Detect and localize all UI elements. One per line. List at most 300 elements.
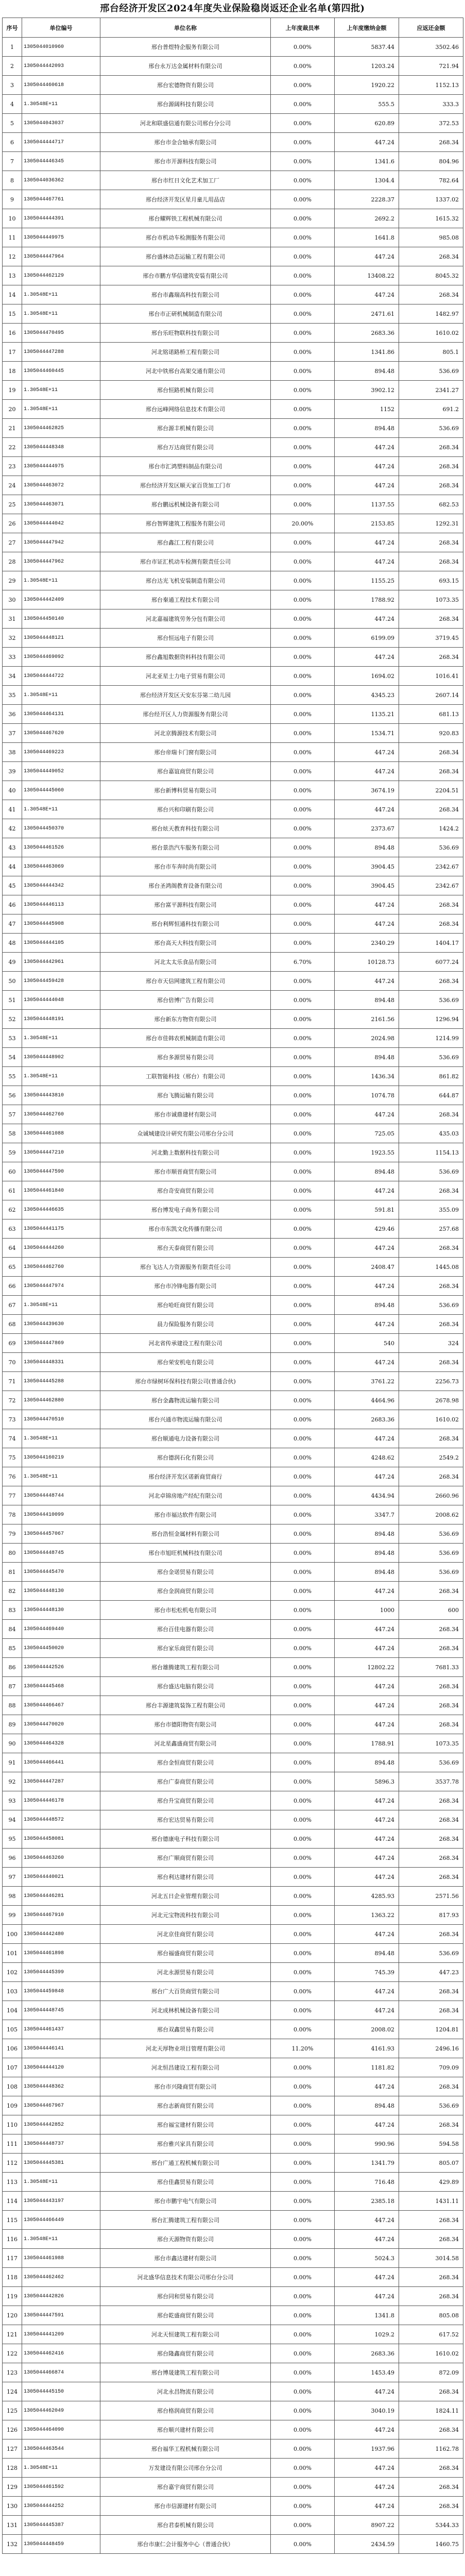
row-unit-name: 邢台市冷锋电器有限公司 — [100, 1277, 271, 1296]
row-layoff-rate: 0.00% — [271, 1658, 335, 1677]
row-unit-id: 1305044459848 — [22, 1982, 100, 2001]
table-row — [3, 1124, 463, 1143]
table-row — [3, 1925, 463, 1944]
row-layoff-rate: 0.00% — [271, 1582, 335, 1601]
row-unit-name: 邢台盛达电脑有限公司 — [100, 1677, 271, 1696]
row-unit-name: 邢台丰源建筑装饰工程有限公司 — [100, 1696, 271, 1715]
row-refund-amount: 268.34 — [399, 2211, 463, 2230]
row-refund-amount: 2678.98 — [399, 1391, 463, 1410]
row-unit-name: 邢台浩恒金属材料有限公司 — [100, 1524, 271, 1544]
row-refund-amount: 268.34 — [399, 762, 463, 781]
table-row — [3, 590, 463, 609]
table-row — [3, 476, 463, 495]
row-unit-name: 邢台鑫江工程有限公司 — [100, 533, 271, 552]
row-paid-amount: 447.24 — [335, 1715, 399, 1734]
row-unit-id: 1305044446113 — [22, 895, 100, 914]
table-row — [3, 762, 463, 781]
table-row — [3, 1010, 463, 1029]
row-unit-id: 1.30548E+11 — [22, 1029, 100, 1048]
row-seq: 128 — [3, 2459, 22, 2478]
row-layoff-rate: 0.00% — [271, 1829, 335, 1849]
row-unit-name: 河北太太乐食品有限公司 — [100, 953, 271, 972]
row-refund-amount: 268.34 — [399, 552, 463, 571]
row-unit-id: 1305044458081 — [22, 1829, 100, 1849]
row-unit-id: 1.30548E+11 — [22, 686, 100, 705]
row-layoff-rate: 0.00% — [271, 1715, 335, 1734]
table-row — [3, 1868, 463, 1887]
table-row — [3, 667, 463, 686]
row-unit-name: 邢台飞腾运输有限公司 — [100, 1086, 271, 1105]
row-paid-amount: 2408.47 — [335, 1258, 399, 1277]
row-seq: 76 — [3, 1467, 22, 1486]
row-unit-name: 河北盛华信息技术有限公司邢台分公司 — [100, 2268, 271, 2287]
row-seq: 63 — [3, 1219, 22, 1239]
row-unit-id: 1305044447964 — [22, 247, 100, 266]
row-unit-id: 1305044445399 — [22, 1963, 100, 1982]
row-paid-amount: 5024.3 — [335, 2249, 399, 2268]
row-layoff-rate: 0.00% — [271, 1296, 335, 1315]
page-title: 邢台经济开发区2024年度失业保险稳岗返还企业名单(第四批) — [100, 3, 365, 14]
row-unit-id: 1305044447591 — [22, 2306, 100, 2325]
row-seq: 51 — [3, 991, 22, 1010]
table-row — [3, 2382, 463, 2401]
table-row — [3, 1887, 463, 1906]
table-row — [3, 1982, 463, 2001]
row-refund-amount: 2342.67 — [399, 876, 463, 895]
row-refund-amount: 1445.08 — [399, 1258, 463, 1277]
row-seq: 82 — [3, 1582, 22, 1601]
row-refund-amount: 268.34 — [399, 1982, 463, 2001]
row-paid-amount: 2340.29 — [335, 934, 399, 953]
row-paid-amount: 1788.91 — [335, 1734, 399, 1753]
row-layoff-rate: 0.00% — [271, 1448, 335, 1467]
row-unit-name: 邢台市顺晋商贸有限公司 — [100, 1162, 271, 1181]
row-layoff-rate: 0.00% — [271, 1810, 335, 1829]
row-seq: 129 — [3, 2478, 22, 2497]
row-unit-name: 河北中铁邢台高架交通有限公司 — [100, 362, 271, 381]
row-seq: 77 — [3, 1486, 22, 1505]
row-unit-id: 1305044445908 — [22, 914, 100, 934]
table-row — [3, 2001, 463, 2020]
row-refund-amount: 268.34 — [399, 2077, 463, 2096]
row-unit-name: 邢台市福达软件有限公司 — [100, 1505, 271, 1524]
row-unit-name: 邢台鑫旭数据资料科技有限公司 — [100, 648, 271, 667]
row-seq: 58 — [3, 1124, 22, 1143]
row-paid-amount: 447.24 — [335, 914, 399, 934]
row-seq: 36 — [3, 705, 22, 724]
row-unit-name: 邢台市正研机械制造有限公司 — [100, 304, 271, 324]
header-paid-amount: 上年度缴纳金额 — [335, 18, 399, 38]
table-row — [3, 1963, 463, 1982]
table-row — [3, 381, 463, 400]
row-layoff-rate: 0.00% — [271, 762, 335, 781]
row-unit-id: 1305044462880 — [22, 1391, 100, 1410]
row-layoff-rate: 0.00% — [271, 1524, 335, 1544]
row-unit-name: 河北星鑫盛商贸有限公司 — [100, 1734, 271, 1753]
table-row — [3, 228, 463, 247]
row-seq: 131 — [3, 2516, 22, 2535]
row-paid-amount: 447.24 — [335, 648, 399, 667]
row-paid-amount: 894.48 — [335, 838, 399, 857]
row-layoff-rate: 0.00% — [271, 2268, 335, 2287]
row-unit-id: 1305044446345 — [22, 152, 100, 171]
row-unit-id: 1305044457067 — [22, 1524, 100, 1544]
row-unit-id: 1.30548E+11 — [22, 400, 100, 419]
row-unit-id: 1305044460445 — [22, 362, 100, 381]
row-unit-id: 1305044443197 — [22, 2192, 100, 2211]
row-layoff-rate: 0.00% — [271, 381, 335, 400]
row-seq: 55 — [3, 1067, 22, 1086]
row-paid-amount: 447.24 — [335, 609, 399, 629]
row-unit-name: 邢台双鑫贸易有限公司 — [100, 2020, 271, 2039]
row-unit-id: 1305044445387 — [22, 2516, 100, 2535]
row-paid-amount: 447.24 — [335, 1925, 399, 1944]
row-refund-amount: 721.94 — [399, 57, 463, 76]
row-unit-id: 1305044445470 — [22, 1563, 100, 1582]
row-paid-amount: 1788.92 — [335, 590, 399, 609]
row-unit-id: 1305044461526 — [22, 838, 100, 857]
row-unit-id: 1305044466441 — [22, 1753, 100, 1772]
row-refund-amount: 268.34 — [399, 1467, 463, 1486]
row-layoff-rate: 0.00% — [271, 1772, 335, 1791]
row-unit-name: 邢台市鑫瑞高科技有限公司 — [100, 285, 271, 304]
row-layoff-rate: 0.00% — [271, 1544, 335, 1563]
table-row — [3, 2535, 463, 2554]
row-unit-name: 邢台兴通市物流运输有限公司 — [100, 1410, 271, 1429]
table-row — [3, 1696, 463, 1715]
row-layoff-rate: 0.00% — [271, 914, 335, 934]
table-row — [3, 953, 463, 972]
row-paid-amount: 1436.34 — [335, 1067, 399, 1086]
row-layoff-rate: 0.00% — [271, 152, 335, 171]
row-seq: 62 — [3, 1200, 22, 1219]
row-refund-amount: 805.07 — [399, 2154, 463, 2173]
row-layoff-rate: 0.00% — [271, 419, 335, 438]
row-seq: 15 — [3, 304, 22, 324]
row-unit-id: 1305044467620 — [22, 724, 100, 743]
row-unit-id: 1305044442852 — [22, 2115, 100, 2134]
row-refund-amount: 268.34 — [399, 2001, 463, 2020]
row-refund-amount: 2660.96 — [399, 1486, 463, 1505]
row-unit-name: 邢台盛林动态运输工程有限公司 — [100, 247, 271, 266]
row-unit-id: 1305044439630 — [22, 1315, 100, 1334]
row-paid-amount: 4434.94 — [335, 1486, 399, 1505]
row-unit-id: 1.30548E+11 — [22, 571, 100, 590]
row-unit-name: 邢台利辉恒通科技有限公司 — [100, 914, 271, 934]
row-unit-id: 1305044443810 — [22, 1086, 100, 1105]
row-unit-name: 邢台家乐商贸有限公司 — [100, 1639, 271, 1658]
table-row — [3, 1334, 463, 1353]
row-seq: 11 — [3, 228, 22, 247]
table-row — [3, 2096, 463, 2115]
row-refund-amount: 268.34 — [399, 895, 463, 914]
row-refund-amount: 6077.24 — [399, 953, 463, 972]
row-paid-amount: 894.48 — [335, 2096, 399, 2115]
row-unit-id: 1305044469092 — [22, 648, 100, 667]
row-refund-amount: 268.34 — [399, 1582, 463, 1601]
row-refund-amount: 7681.33 — [399, 1658, 463, 1677]
row-unit-name: 邢台富平源科技有限公司 — [100, 895, 271, 914]
table-row — [3, 2077, 463, 2096]
row-paid-amount: 1341.86 — [335, 343, 399, 362]
table-row — [3, 438, 463, 457]
table-row — [3, 895, 463, 914]
row-seq: 35 — [3, 686, 22, 705]
row-refund-amount: 268.34 — [399, 1810, 463, 1829]
row-refund-amount: 268.34 — [399, 457, 463, 476]
row-refund-amount: 429.89 — [399, 2173, 463, 2192]
row-paid-amount: 5837.44 — [335, 38, 399, 57]
row-layoff-rate: 0.00% — [271, 667, 335, 686]
row-paid-amount: 447.24 — [335, 2268, 399, 2287]
row-unit-id: 1305044470020 — [22, 1715, 100, 1734]
table-row — [3, 705, 463, 724]
table-row — [3, 876, 463, 895]
row-layoff-rate: 0.00% — [271, 1429, 335, 1448]
row-unit-id: 1305044462416 — [22, 2344, 100, 2363]
row-unit-name: 邢台耀辉铁工程机械有限公司 — [100, 209, 271, 228]
row-seq: 74 — [3, 1429, 22, 1448]
table-row — [3, 1467, 463, 1486]
row-unit-id: 1305044466467 — [22, 1696, 100, 1715]
row-seq: 115 — [3, 2211, 22, 2230]
table-row — [3, 991, 463, 1010]
row-refund-amount: 3719.45 — [399, 629, 463, 648]
table-row — [3, 2401, 463, 2420]
row-paid-amount: 745.39 — [335, 1963, 399, 1982]
row-layoff-rate: 0.00% — [271, 571, 335, 590]
table-row — [3, 1601, 463, 1620]
row-layoff-rate: 6.70% — [271, 953, 335, 972]
row-layoff-rate: 0.00% — [271, 1639, 335, 1658]
row-paid-amount: 2153.85 — [335, 514, 399, 533]
row-seq: 18 — [3, 362, 22, 381]
row-layoff-rate: 0.00% — [271, 2020, 335, 2039]
row-paid-amount: 10128.73 — [335, 953, 399, 972]
row-refund-amount: 268.34 — [399, 1429, 463, 1448]
row-unit-id: 1305044462825 — [22, 419, 100, 438]
row-unit-name: 邢台雅兴家具有限公司 — [100, 2134, 271, 2154]
row-unit-id: 1305044442526 — [22, 1658, 100, 1677]
row-paid-amount: 447.24 — [335, 800, 399, 819]
row-refund-amount: 693.15 — [399, 571, 463, 590]
row-unit-id: 1305044442093 — [22, 57, 100, 76]
table-row — [3, 1315, 463, 1334]
row-unit-name: 邢台顺通电力设备有限公司 — [100, 1429, 271, 1448]
row-seq: 109 — [3, 2096, 22, 2115]
row-refund-amount: 268.34 — [399, 1696, 463, 1715]
row-paid-amount: 447.24 — [335, 1868, 399, 1887]
row-seq: 48 — [3, 934, 22, 953]
row-unit-id: 1305044440021 — [22, 1868, 100, 1887]
table-row — [3, 1772, 463, 1791]
row-unit-id: 1305044444975 — [22, 457, 100, 476]
row-unit-id: 1.30548E+11 — [22, 2230, 100, 2249]
table-row — [3, 2459, 463, 2478]
row-layoff-rate: 0.00% — [271, 304, 335, 324]
row-seq: 83 — [3, 1601, 22, 1620]
row-refund-amount: 2256.73 — [399, 1372, 463, 1391]
row-refund-amount: 268.34 — [399, 914, 463, 934]
row-refund-amount: 682.53 — [399, 495, 463, 514]
row-paid-amount: 12802.22 — [335, 1658, 399, 1677]
table-row — [3, 1849, 463, 1868]
row-layoff-rate: 0.00% — [271, 991, 335, 1010]
row-unit-name: 邢台市兴隆商贸有限公司 — [100, 2077, 271, 2096]
row-seq: 19 — [3, 381, 22, 400]
row-unit-id: 1305044448348 — [22, 438, 100, 457]
row-unit-id: 1305044463544 — [22, 2439, 100, 2459]
row-paid-amount: 1923.55 — [335, 1143, 399, 1162]
row-unit-name: 邢台经济开发区天安东芬第二幼儿园 — [100, 686, 271, 705]
row-seq: 4 — [3, 95, 22, 114]
table-row — [3, 1734, 463, 1753]
table-row — [3, 57, 463, 76]
row-unit-name: 邢台市松松机电有限公司 — [100, 1601, 271, 1620]
row-seq: 94 — [3, 1810, 22, 1829]
table-row — [3, 1181, 463, 1200]
row-refund-amount: 3537.78 — [399, 1772, 463, 1791]
row-seq: 80 — [3, 1544, 22, 1563]
row-unit-id: 1305044444717 — [22, 133, 100, 152]
row-paid-amount: 2434.59 — [335, 2535, 399, 2554]
row-layoff-rate: 11.20% — [271, 2039, 335, 2058]
row-layoff-rate: 0.00% — [271, 1753, 335, 1772]
row-unit-name: 邢台格润商贸有限公司 — [100, 2401, 271, 2420]
row-refund-amount: 268.34 — [399, 1353, 463, 1372]
table-row — [3, 2134, 463, 2154]
row-paid-amount: 4345.23 — [335, 686, 399, 705]
row-layoff-rate: 0.00% — [271, 1067, 335, 1086]
row-unit-name: 邢台市天信网建筑工程有限公司 — [100, 972, 271, 991]
row-refund-amount: 594.58 — [399, 2134, 463, 2154]
header-unit-name: 单位名称 — [100, 18, 271, 38]
table-row — [3, 1944, 463, 1963]
row-unit-name: 邢台荣安机电有限公司 — [100, 1353, 271, 1372]
row-unit-id: 1305044447869 — [22, 1334, 100, 1353]
row-layoff-rate: 0.00% — [271, 2535, 335, 2554]
row-seq: 16 — [3, 324, 22, 343]
row-layoff-rate: 0.00% — [271, 2420, 335, 2439]
row-refund-amount: 1615.32 — [399, 209, 463, 228]
row-unit-name: 邢台宏达贸易有限公司 — [100, 1810, 271, 1829]
row-unit-name: 邢台智辉建筑工程服务有限公司 — [100, 514, 271, 533]
row-unit-id: 1305044448902 — [22, 1048, 100, 1067]
table-row — [3, 1258, 463, 1277]
row-seq: 112 — [3, 2154, 22, 2173]
row-paid-amount: 447.24 — [335, 1467, 399, 1486]
row-layoff-rate: 0.00% — [271, 1143, 335, 1162]
table-row — [3, 857, 463, 876]
row-unit-name: 邢台倍博广告有限公司 — [100, 991, 271, 1010]
row-unit-name: 晨力保险服务有限公司 — [100, 1315, 271, 1334]
row-seq: 40 — [3, 781, 22, 800]
row-layoff-rate: 0.00% — [271, 724, 335, 743]
row-paid-amount: 725.05 — [335, 1124, 399, 1143]
row-unit-name: 邢台志新商贸有限公司 — [100, 2096, 271, 2115]
row-seq: 59 — [3, 1143, 22, 1162]
row-paid-amount: 447.24 — [335, 2382, 399, 2401]
row-paid-amount: 447.24 — [335, 2497, 399, 2516]
row-unit-id: 1305044461592 — [22, 2478, 100, 2497]
row-unit-name: 邢台市佳韩农机械制造有限公司 — [100, 1029, 271, 1048]
row-paid-amount: 1341.6 — [335, 152, 399, 171]
row-unit-name: 邢台隆鑫商贸有限公司 — [100, 2344, 271, 2363]
row-seq: 23 — [3, 457, 22, 476]
row-unit-name: 邢台兴和印刷有限公司 — [100, 800, 271, 819]
row-unit-id: 1305044448744 — [22, 1486, 100, 1505]
row-unit-name: 邢台远峰网络信息技术有限公司 — [100, 400, 271, 419]
row-refund-amount: 268.34 — [399, 648, 463, 667]
row-unit-name: 邢台市信源建材有限公司 — [100, 2497, 271, 2516]
row-unit-id: 1305044467967 — [22, 2096, 100, 2115]
row-layoff-rate: 0.00% — [271, 1486, 335, 1505]
row-unit-name: 邢台高天大科技有限公司 — [100, 934, 271, 953]
row-refund-amount: 2341.27 — [399, 381, 463, 400]
row-layoff-rate: 0.00% — [271, 1277, 335, 1296]
row-layoff-rate: 0.00% — [271, 133, 335, 152]
row-unit-id: 1305044463071 — [22, 495, 100, 514]
row-paid-amount: 1135.21 — [335, 705, 399, 724]
row-seq: 86 — [3, 1658, 22, 1677]
row-seq: 116 — [3, 2230, 22, 2249]
row-paid-amount: 447.24 — [335, 1810, 399, 1829]
row-layoff-rate: 0.00% — [271, 2287, 335, 2306]
row-unit-id: 1.30548E+11 — [22, 800, 100, 819]
row-unit-id: 1305044448459 — [22, 2535, 100, 2554]
table-row — [3, 1353, 463, 1372]
row-layoff-rate: 0.00% — [271, 1982, 335, 2001]
row-refund-amount: 268.34 — [399, 1715, 463, 1734]
row-paid-amount: 447.24 — [335, 1582, 399, 1601]
row-layoff-rate: 0.00% — [271, 114, 335, 133]
row-unit-id: 1305044462760 — [22, 1258, 100, 1277]
row-layoff-rate: 0.00% — [271, 1200, 335, 1219]
row-refund-amount: 536.69 — [399, 1563, 463, 1582]
row-unit-name: 河北永昌物流有限公司 — [100, 2382, 271, 2401]
row-paid-amount: 1453.49 — [335, 2363, 399, 2382]
row-refund-amount: 782.64 — [399, 171, 463, 190]
row-unit-name: 邢台天源物资有限公司 — [100, 2230, 271, 2249]
row-layoff-rate: 0.00% — [271, 1906, 335, 1925]
row-paid-amount: 1694.02 — [335, 667, 399, 686]
row-layoff-rate: 0.00% — [271, 1791, 335, 1810]
row-seq: 31 — [3, 609, 22, 629]
row-unit-name: 河北亚星士力电子贸易有限公司 — [100, 667, 271, 686]
row-seq: 20 — [3, 400, 22, 419]
table-row — [3, 2192, 463, 2211]
table-row — [3, 819, 463, 838]
row-unit-id: 1305044463069 — [22, 857, 100, 876]
row-unit-id: 1305044160219 — [22, 1448, 100, 1467]
row-paid-amount: 894.48 — [335, 1162, 399, 1181]
row-refund-amount: 536.69 — [399, 1544, 463, 1563]
row-refund-amount: 1482.97 — [399, 304, 463, 324]
table-row — [3, 1715, 463, 1734]
row-unit-name: 邢台市开源科技有限公司 — [100, 152, 271, 171]
row-layoff-rate: 0.00% — [271, 57, 335, 76]
row-unit-id: 1305044467910 — [22, 1906, 100, 1925]
row-paid-amount: 894.48 — [335, 362, 399, 381]
row-seq: 30 — [3, 590, 22, 609]
row-seq: 38 — [3, 743, 22, 762]
row-unit-id: 1305044036362 — [22, 171, 100, 190]
row-paid-amount: 447.24 — [335, 1353, 399, 1372]
row-paid-amount: 447.24 — [335, 533, 399, 552]
row-unit-name: 邢台经济开发区顺天家百货加工门市 — [100, 476, 271, 495]
row-unit-id: 1305044442826 — [22, 2287, 100, 2306]
row-refund-amount: 5344.33 — [399, 2516, 463, 2535]
